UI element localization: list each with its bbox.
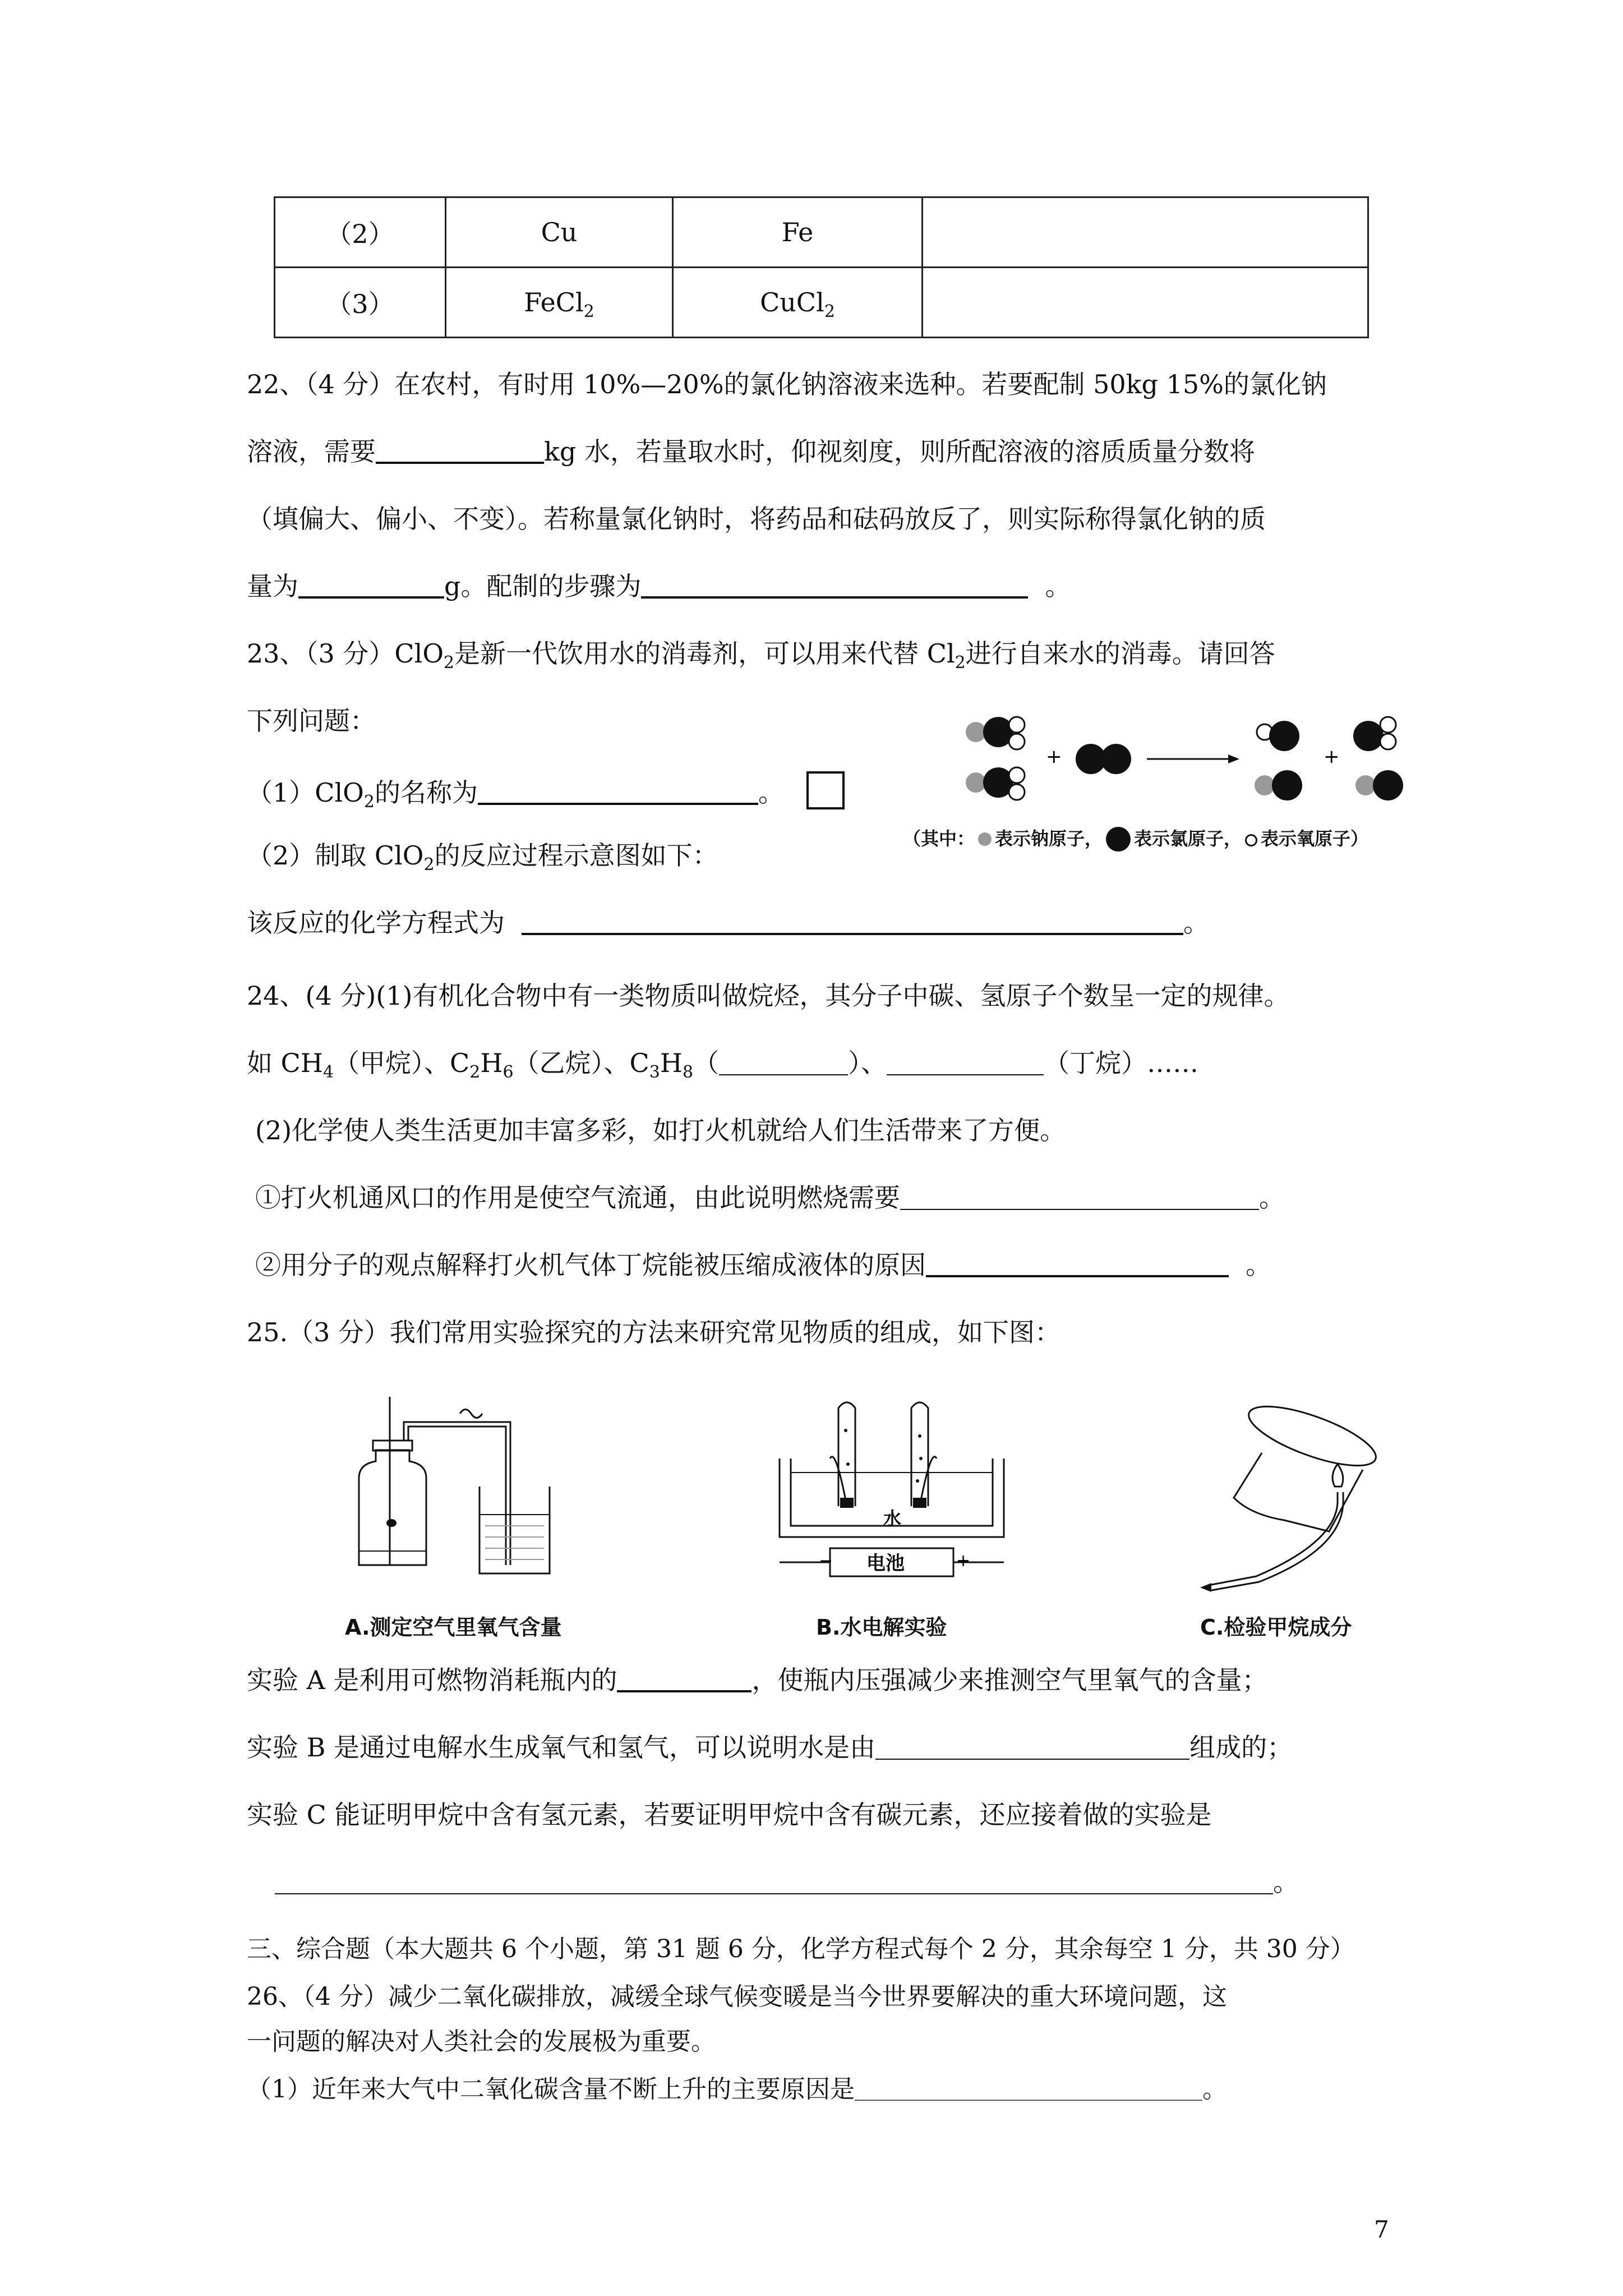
answer-blank[interactable] [719, 1048, 848, 1075]
answer-blank[interactable] [376, 436, 544, 464]
q23-part1: （1）ClO$_2$的名称为 。 [247, 771, 845, 809]
answer-blank[interactable] [522, 907, 1183, 935]
svg-text:+: + [956, 1551, 971, 1571]
plus-sign: + [1324, 746, 1340, 768]
answer-blank[interactable] [887, 1048, 1044, 1075]
answer-blank[interactable] [298, 570, 444, 599]
q26-line2: 一问题的解决对人类社会的发展极为重要。 [247, 2027, 716, 2056]
caption-figure-b: B.水电解实验 [816, 1615, 947, 1640]
q22-line1: 22、（4 分）在农村，有时用 10%—20%的氯化钠溶液来选种。若要配制 50kg 15%的氯化钠 [247, 369, 1327, 399]
q23-equation-line: 该反应的化学方程式为 。 [247, 908, 1209, 938]
molecule-clo2 [1257, 721, 1299, 751]
answer-blank[interactable] [875, 1733, 1189, 1760]
water-label: 水 [883, 1508, 902, 1529]
molecule-clo2 [1353, 717, 1396, 751]
table-cell: Cu [446, 197, 673, 268]
oxygen-atom-icon [1245, 834, 1257, 846]
battery-label: 电池 [866, 1552, 905, 1575]
page-number: 7 [1374, 2216, 1389, 2243]
sodium-atom-icon [978, 832, 992, 846]
q25-exp-b: 实验 B 是通过电解水生成氧气和氢气，可以说明水是由 组成的； [247, 1732, 1293, 1763]
q24-line3: (2)化学使人类生活更加丰富多彩，如打火机就给人们生活带来了方便。 [255, 1115, 1066, 1145]
q22-line4: 量为 g。配制的步骤为 。 [247, 571, 1071, 601]
caption-figure-c: C.检验甲烷成分 [1200, 1615, 1352, 1640]
arrow-icon [1147, 754, 1239, 763]
table-row [275, 268, 1368, 338]
q23-line1: 23、（3 分）ClO$_2$是新一代饮用水的消毒剂，可以用来代替 $Cl_2$进行自来水的消毒。请回答 [247, 638, 1275, 673]
molecule-naclo2 [966, 717, 1025, 749]
q26-line1: 26、（4 分）减少二氧化碳排放，减缓全球气候变暖是当今世界要解决的重大环境问题，这 [247, 1982, 1227, 2011]
chlorine-atom-icon [1106, 827, 1131, 852]
q25-exp-a: 实验 A 是利用可燃物消耗瓶内的 ，使瓶内压强减少来推测空气里氧气的含量； [247, 1665, 1268, 1695]
answer-blank[interactable] [275, 1867, 1273, 1894]
table-cell: （3） [275, 268, 446, 338]
reaction-diagram [953, 701, 1486, 825]
answer-checkbox[interactable] [806, 771, 845, 809]
q25-line1: 25.（3 分）我们常用实验探究的方法来研究常见物质的组成，如下图： [247, 1317, 1061, 1347]
answer-blank[interactable] [900, 1183, 1259, 1210]
q25-exp-c: 实验 C 能证明甲烷中含有氢元素，若要证明甲烷中含有碳元素，还应接着做的实验是 [247, 1800, 1212, 1830]
q22-line2: 溶液，需要 kg 水，若量取水时，仰视刻度，则所配溶液的溶质质量分数将 [247, 436, 1255, 467]
molecule-nacl [1355, 770, 1403, 800]
answer-blank[interactable] [617, 1664, 751, 1692]
section3-heading: 三、综合题（本大题共 6 个小题，第 31 题 6 分，化学方程式每个 2 分，其余每空 1 分，共 30 分） [247, 1935, 1355, 1963]
answer-blank[interactable] [641, 570, 1028, 599]
q22-line3: （填偏大、偏小、不变）。若称量氯化钠时，将药品和砝码放反了，则实际称得氯化钠的质 [247, 504, 1266, 534]
q25-exp-c-answer: 。 [275, 1865, 1299, 1899]
table-cell: （2） [275, 197, 446, 268]
answer-table [274, 196, 1369, 338]
table-cell: Fe [673, 197, 923, 268]
q24-line1: 24、(4 分)(1)有机化合物中有一类物质叫做烷烃，其分子中碳、氢原子个数呈一定的规律。 [247, 981, 1290, 1011]
caption-figure-a: A.测定空气里氧气含量 [345, 1615, 562, 1640]
molecule-naclo2 [966, 767, 1025, 800]
table-row [275, 197, 1368, 268]
q23-part2: （2）制取 ClO$_2$的反应过程示意图如下： [247, 840, 718, 875]
table-cell: CuCl$_2$ [673, 268, 923, 338]
table-cell [923, 197, 1368, 268]
reaction-legend: （其中： 表示钠原子， 表示氯原子， 表示氧原子） [903, 825, 1368, 852]
plus-sign: + [1046, 746, 1062, 768]
answer-blank[interactable] [926, 1249, 1229, 1277]
q26-part1: （1）近年来大气中二氧化碳含量不断上升的主要原因是 。 [247, 2075, 1227, 2104]
q24-line2: 如 $CH_4$（甲烷）、$C_2H_6$（乙烷）、$C_3H_8$（ ）、 （丁烷）…… [247, 1048, 1199, 1082]
molecule-nacl [1255, 770, 1302, 800]
table-cell: FeCl$_2$ [446, 268, 673, 338]
figure-a-oxygen-apparatus [348, 1397, 662, 1593]
figure-b-electrolysis [774, 1397, 1009, 1582]
figure-c-methane-test [1195, 1402, 1419, 1593]
table-cell [923, 268, 1368, 338]
answer-blank[interactable] [478, 777, 758, 805]
answer-blank[interactable] [855, 2074, 1202, 2101]
q24-line5: ②用分子的观点解释打火机气体丁烷能被压缩成液体的原因 。 [255, 1250, 1271, 1280]
molecule-cl2 [1076, 744, 1131, 774]
svg-text:−: − [819, 1551, 833, 1571]
q24-line4: ①打火机通风口的作用是使空气流通，由此说明燃烧需要 。 [255, 1182, 1285, 1213]
q23-line2: 下列问题： [247, 706, 376, 736]
